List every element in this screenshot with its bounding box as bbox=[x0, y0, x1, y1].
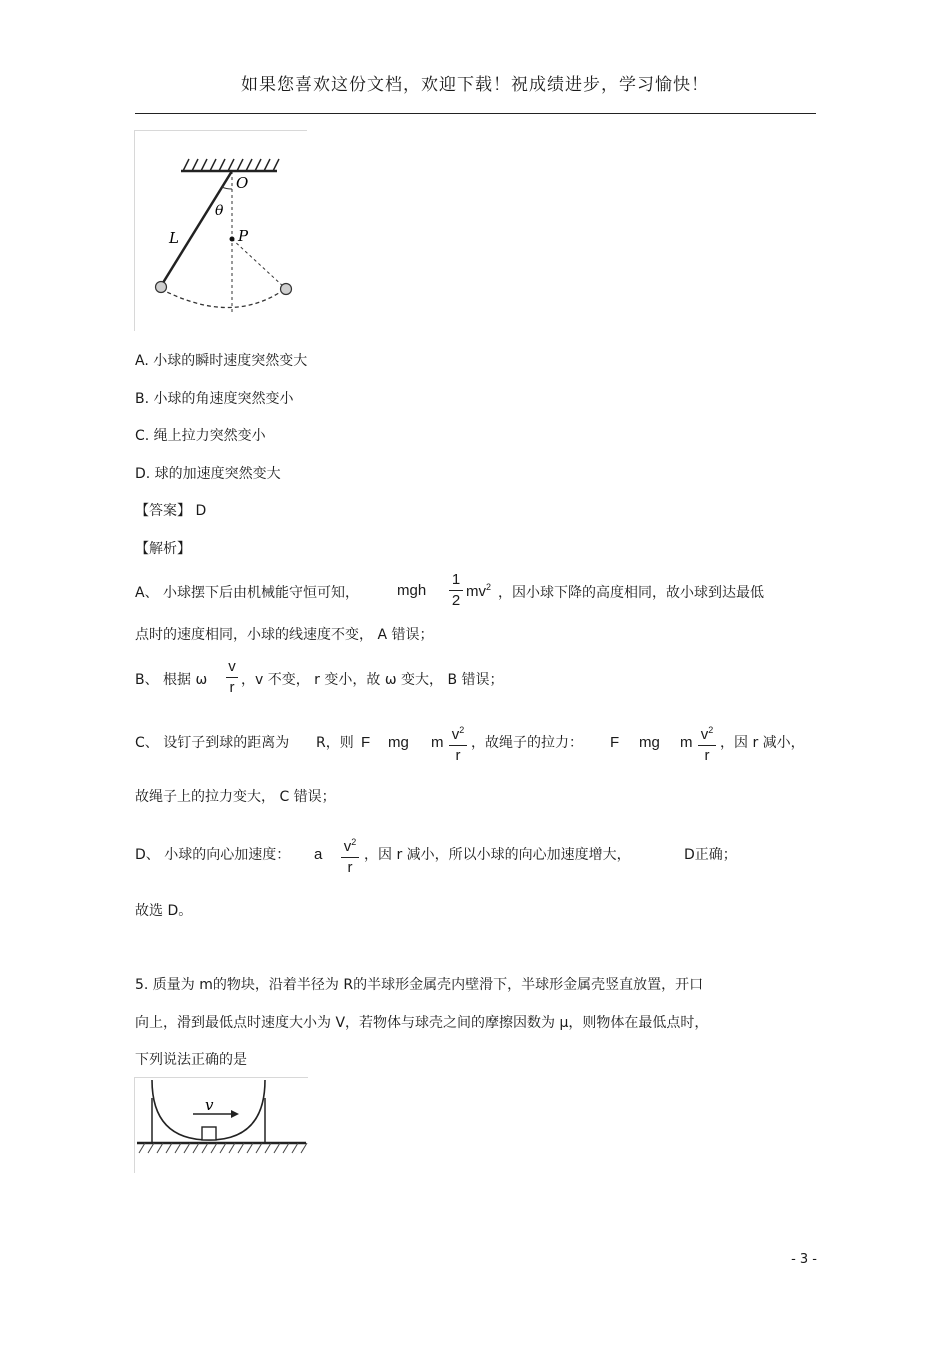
q5-line3: 下列说法正确的是 bbox=[135, 1052, 247, 1068]
q5-line1: 5. 质量为 m的物块，沿着半径为 R的半球形金属壳内壁滑下，半球形金属壳竖直放置，开口 bbox=[135, 977, 704, 993]
analysis-d-end: D正确； bbox=[684, 847, 737, 863]
analysis-c-f2: F bbox=[610, 734, 620, 751]
square-exponent: 2 bbox=[708, 725, 714, 735]
analysis-a-mgh: mgh bbox=[397, 582, 427, 599]
numerator-v: v bbox=[451, 726, 460, 743]
page-header: 如果您喜欢这份文档，欢迎下载！祝成绩进步，学习愉快！ bbox=[241, 75, 709, 95]
option-a: A. 小球的瞬时速度突然变大 bbox=[135, 353, 308, 369]
fraction-bar bbox=[341, 857, 359, 858]
fraction-bar bbox=[226, 677, 238, 678]
pendulum-figure bbox=[134, 130, 307, 331]
fraction-numerator bbox=[341, 833, 359, 856]
label-P: P bbox=[238, 227, 249, 245]
numerator-v: v bbox=[700, 726, 709, 743]
analysis-a-mv bbox=[466, 582, 491, 600]
label-v: v bbox=[205, 1096, 214, 1114]
fraction-numerator: v bbox=[228, 658, 236, 675]
fraction-v2-over-r-1 bbox=[449, 721, 467, 765]
q5-line2: 向上，滑到最低点时速度大小为 V，若物体与球壳之间的摩擦因数为 μ，则物体在最低点时， bbox=[135, 1015, 709, 1031]
analysis-c-mg2: mg bbox=[639, 734, 660, 751]
fraction-bar bbox=[449, 745, 467, 746]
analysis-a-line2: 点时的速度相同，小球的线速度不变， A 错误； bbox=[135, 627, 434, 643]
fraction-v-over-r bbox=[226, 658, 238, 697]
fraction-numerator bbox=[698, 721, 716, 744]
label-L: L bbox=[169, 229, 179, 247]
analysis-b-prefix: B、 根据 ω bbox=[135, 672, 208, 688]
numerator-v: v bbox=[343, 838, 352, 855]
option-c: C. 绳上拉力突然变小 bbox=[135, 428, 266, 444]
analysis-c-r: R，则 bbox=[316, 735, 354, 751]
conclusion: 故选 D。 bbox=[135, 903, 193, 919]
pendulum-diagram bbox=[135, 131, 307, 331]
analysis-c-m1: m bbox=[431, 734, 444, 751]
fraction-bar bbox=[698, 745, 716, 746]
analysis-c-mg1: mg bbox=[388, 734, 409, 751]
fraction-half bbox=[449, 571, 463, 610]
square-exponent: 2 bbox=[351, 837, 357, 847]
square-exponent: 2 bbox=[459, 725, 465, 735]
fraction-denominator: 2 bbox=[451, 592, 461, 609]
analysis-title: 【解析】 bbox=[135, 541, 191, 557]
analysis-c-prefix: C、 设钉子到球的距离为 bbox=[135, 735, 290, 751]
option-b: B. 小球的角速度突然变小 bbox=[135, 391, 294, 407]
mv-text: mv bbox=[466, 583, 486, 600]
fraction-numerator bbox=[449, 721, 467, 744]
analysis-d-a: a bbox=[314, 846, 323, 863]
analysis-a-prefix: A、 小球摆下后由机械能守恒可知， bbox=[135, 585, 360, 601]
square-exponent: 2 bbox=[486, 582, 492, 592]
fraction-bar bbox=[449, 590, 463, 591]
analysis-d-suffix: ，因 r 减小，所以小球的向心加速度增大， bbox=[364, 847, 631, 863]
analysis-c-mid: ，故绳子的拉力： bbox=[471, 735, 583, 751]
analysis-d-prefix: D、 小球的向心加速度： bbox=[135, 847, 291, 863]
fraction-numerator: 1 bbox=[451, 571, 461, 588]
fraction-denominator: r bbox=[347, 859, 353, 876]
answer: 【答案】 D bbox=[135, 503, 207, 519]
analysis-a-suffix: ，因小球下降的高度相同，故小球到达最低 bbox=[498, 585, 764, 601]
fraction-v2-over-r-2 bbox=[698, 721, 716, 765]
label-theta: θ bbox=[215, 203, 224, 219]
fraction-denominator: r bbox=[229, 679, 235, 696]
page-number: - 3 - bbox=[791, 1252, 817, 1267]
hemisphere-figure bbox=[134, 1077, 308, 1173]
analysis-c-suffix: ，因 r 减小， bbox=[720, 735, 805, 751]
option-d: D. 球的加速度突然变大 bbox=[135, 466, 281, 482]
fraction-denominator: r bbox=[455, 747, 461, 764]
analysis-c-m2: m bbox=[680, 734, 693, 751]
header-divider bbox=[135, 113, 816, 114]
fraction-denominator: r bbox=[704, 747, 710, 764]
analysis-c-line2: 故绳子上的拉力变大， C 错误； bbox=[135, 789, 336, 805]
label-O: O bbox=[236, 174, 249, 192]
hemisphere-diagram bbox=[135, 1078, 308, 1173]
analysis-c-f1: F bbox=[361, 734, 371, 751]
fraction-v2-over-r-3 bbox=[341, 833, 359, 877]
analysis-b-suffix: ，v 不变， r 变小，故 ω 变大， B 错误； bbox=[241, 672, 504, 688]
